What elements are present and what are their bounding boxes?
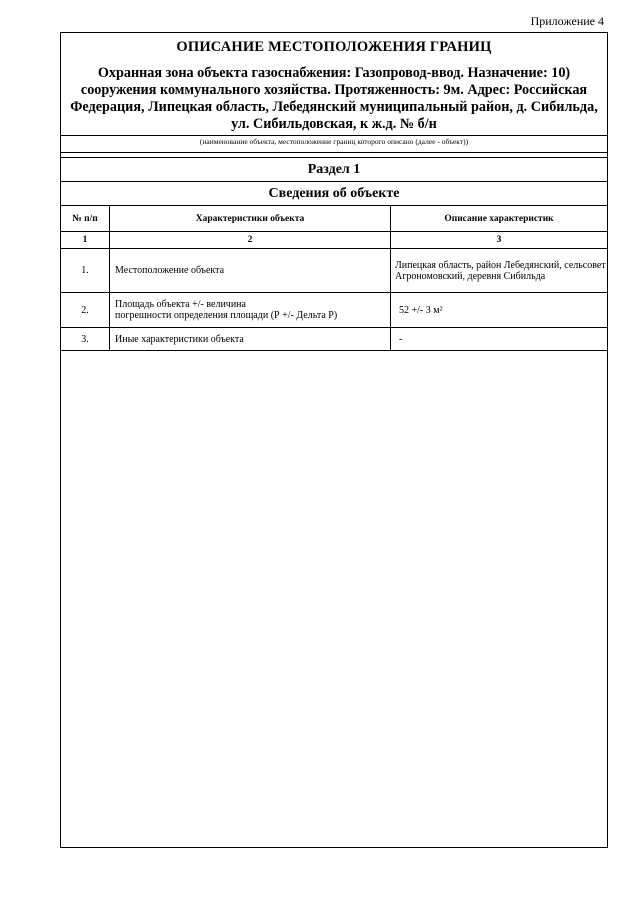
appendix-label: Приложение 4 [530, 14, 604, 28]
col-number-1: 1 [61, 232, 110, 249]
column-number-row [61, 232, 607, 249]
table-row [61, 328, 607, 351]
table-row [61, 293, 607, 328]
header-block [61, 33, 607, 136]
col-number-3: 3 [391, 232, 608, 249]
row-characteristic: Местоположение объекта [110, 249, 391, 293]
object-caption: (наименование объекта, местоположение границ которого описано (далее - объект)) [61, 136, 607, 153]
page-title: ОПИСАНИЕ МЕСТОПОЛОЖЕНИЯ ГРАНИЦ [176, 39, 492, 55]
row-num: 3. [61, 328, 110, 351]
row-description: 52 +/- 3 м² [391, 293, 608, 328]
table-row [61, 249, 607, 293]
object-info-table [61, 206, 607, 351]
row-characteristic: Иные характеристики объекта [110, 328, 391, 351]
header-description: Описание характеристик [391, 206, 608, 232]
document-frame [60, 32, 608, 848]
row-characteristic [110, 293, 391, 328]
header-characteristics: Характеристики объекта [110, 206, 391, 232]
row-num: 2. [61, 293, 110, 328]
row-description: Липецкая область, район Лебедянский, сельсовет Агрономовский, деревня Сибильда [391, 249, 608, 293]
object-name: Охранная зона объекта газоснабжения: Газопровод-ввод. Назначение: 10) сооружения коммунального хозяйства. Протяженность: 9м. Адрес: Российская Федерация, Липецкая область, Лебедянский муниципальный район, д. Сибильда, ул. Сибильдовская, к ж.д. № б/н [70, 65, 598, 132]
section-subtitle: Сведения об объекте [61, 182, 607, 206]
row-num: 1. [61, 249, 110, 293]
section-title: Раздел 1 [61, 158, 607, 182]
table-header-row [61, 206, 607, 232]
header-num: № п/п [61, 206, 110, 232]
col-number-2: 2 [110, 232, 391, 249]
row-characteristic-line1: Площадь объекта +/- величина [115, 299, 246, 310]
row-description: - [391, 328, 608, 351]
row-characteristic-line2: погрешности определения площади (Р +/- Дельта Р) [115, 310, 338, 321]
